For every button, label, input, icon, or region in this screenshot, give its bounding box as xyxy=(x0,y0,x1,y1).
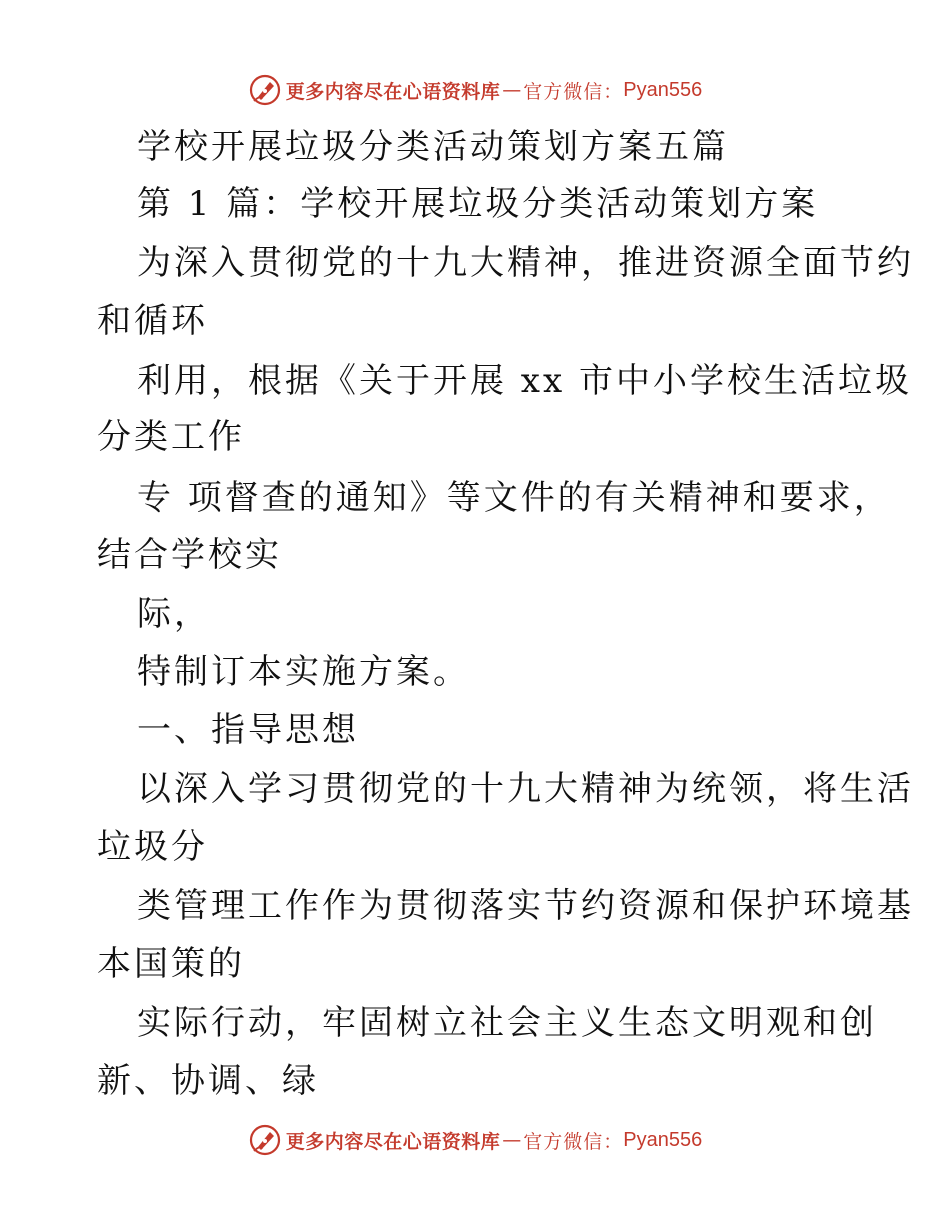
pen-nib-logo-icon xyxy=(248,1123,282,1157)
banner-wechat-id: Pyan556 xyxy=(623,78,703,101)
banner-site-name: 更多内容尽在心语资料库 xyxy=(285,1130,501,1153)
paragraph-line: 利用，根据《关于开展 xx 市中小学校生活垃圾 xyxy=(137,361,912,401)
paragraph-line: 为深入贯彻党的十九大精神，推进资源全面节约 xyxy=(137,243,914,283)
paragraph-line: 和循环 xyxy=(97,301,208,341)
paragraph-line: 际， xyxy=(137,594,211,634)
banner-wechat-label: 官方微信： xyxy=(523,80,624,103)
paragraph-line: 类管理工作作为贯彻落实节约资源和保护环境基 xyxy=(137,886,914,926)
paragraph-line: 垃圾分 xyxy=(97,827,208,867)
paragraph-line: 新、协调、绿 xyxy=(97,1061,319,1101)
banner-site-name: 更多内容尽在心语资料库 xyxy=(285,80,501,103)
section-heading: 一、指导思想 xyxy=(137,710,359,750)
paragraph-line: 本国策的 xyxy=(97,944,245,984)
paragraph-line: 实际行动，牢固树立社会主义生态文明观和创 xyxy=(137,1003,877,1043)
document-title: 学校开展垃圾分类活动策划方案五篇 xyxy=(137,127,729,167)
banner-wechat-id: Pyan556 xyxy=(623,1128,703,1151)
paragraph-line: 分类工作 xyxy=(97,417,245,457)
paragraph-line: 以深入学习贯彻党的十九大精神为统领，将生活 xyxy=(137,769,914,809)
banner-separator: — xyxy=(502,1129,522,1151)
pen-nib-logo-icon xyxy=(248,73,282,107)
banner-wechat-label: 官方微信： xyxy=(523,1130,624,1153)
paragraph-line: 特制订本实施方案。 xyxy=(137,652,470,692)
paragraph-line: 结合学校实 xyxy=(97,535,282,575)
paragraph-line: 专 项督查的通知》等文件的有关精神和要求， xyxy=(137,478,891,518)
banner-separator: — xyxy=(502,79,522,101)
header-banner xyxy=(0,70,950,110)
chapter-heading: 第 1 篇：学校开展垃圾分类活动策划方案 xyxy=(137,184,819,224)
footer-banner xyxy=(0,1120,950,1160)
